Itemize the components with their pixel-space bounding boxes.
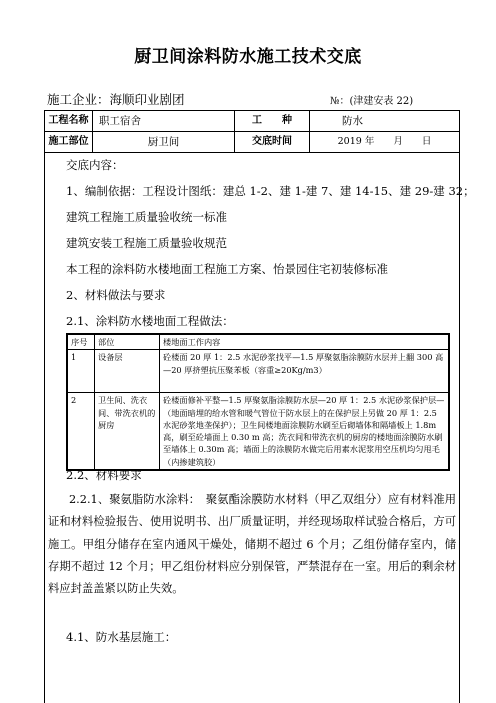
section-2-2-heading: 2.2、材料要求 [66,468,142,482]
row-part: 设备层 [95,350,160,393]
company-line: 施工企业：海顺印业剧团 [47,92,185,107]
content-intro: 交底内容： [66,158,124,172]
table-header-cell: 楼地面工作内容 [160,335,449,350]
trade-value: 防水 [342,115,363,127]
trade-label: 工 种 [235,111,310,131]
construction-part-value: 厨卫间 [93,132,235,152]
header-row-project [45,111,459,132]
header-row-location [45,132,459,153]
table-header-cell: 部位 [95,335,160,350]
document-number: №：(津建安表 22) [330,96,414,107]
table-row [68,350,449,393]
basis-line: 1、编制依据：工程设计图纸：建总 1-2、建 1-建 7、建 14-15、建 29-建 32； [66,184,475,198]
row-content: 砼楼面修补平整—1.5 厚聚氨脂涂膜防水层—20 厚 1：2.5 水泥砂浆保护层—（地面暗埋的给水管和暖气管位于防水层上的在保护层上另做 20 厚 1：2.5 水泥砂浆地垄保护）；卫生间楼地面涂膜防水刷至后砌墙体和隔墙板上 1.8m 高，刷至砼墙面上 0.30 m 高；洗衣间和带洗衣机的厨房的楼地面涂膜防水刷至墙体上 0.30m 高；墙面上的涂膜防水做完后用素水泥浆用空压机均匀甩毛（内掺建筑胶） [160,393,449,470]
project-name-label: 工程名称 [45,111,93,131]
table-header-row [68,335,449,350]
row-number: 2 [68,393,95,470]
project-name-value: 职工宿舍 [93,111,235,131]
plan-line: 本工程的涂料防水楼地面工程施工方案、怡景园住宅初装修标准 [66,262,388,276]
disclosure-time-value: 2019 年 月 日 [337,136,432,147]
construction-part-label: 施工部位 [45,132,93,152]
disclosure-time-label: 交底时间 [235,132,310,152]
section-2-1-heading: 2.1、涂料防水楼地面工程做法： [66,314,234,328]
table-header-cell: 序号 [68,335,95,350]
table-row [68,393,449,470]
practice-table [66,333,450,471]
section-4-1-heading: 4.1、防水基层施工： [66,630,177,644]
standard-line-2: 建筑安装工程施工质量验收规范 [66,236,227,250]
disclosure-form [44,110,475,703]
material-requirement-paragraph: 2.2.1、聚氨脂防水涂料： 聚氨酯涂膜防水材料（甲乙双组分）应有材料准用证和材料检验报告、使用说明书、出厂质量证明，并经现场取样试验合格后，方可施工。甲组分储存在室内通风干燥处，储期不超过 6 个月；乙组份储存室内，储存期不超过 12 个月；甲乙组份材料应分别保管，严禁混存在一室。用后的剩余材料应封盖盖紧以防止失效。 [48,493,456,596]
standard-line-1: 建筑工程施工质量验收统一标准 [66,210,227,224]
document-title: 厨卫间涂料防水施工技术交底 [134,47,362,67]
row-part: 卫生间、洗衣间、带洗衣机的厨房 [95,393,160,470]
row-content: 砼楼面 20 厚 1：2.5 水泥砂浆找平—1.5 厚聚氨脂涂膜防水层并上翻 300 高—20 厚挤塑抗压聚苯板（容重≥20Kg/m3） [160,350,449,393]
row-number: 1 [68,350,95,393]
section-2-heading: 2、材料做法与要求 [66,288,166,302]
